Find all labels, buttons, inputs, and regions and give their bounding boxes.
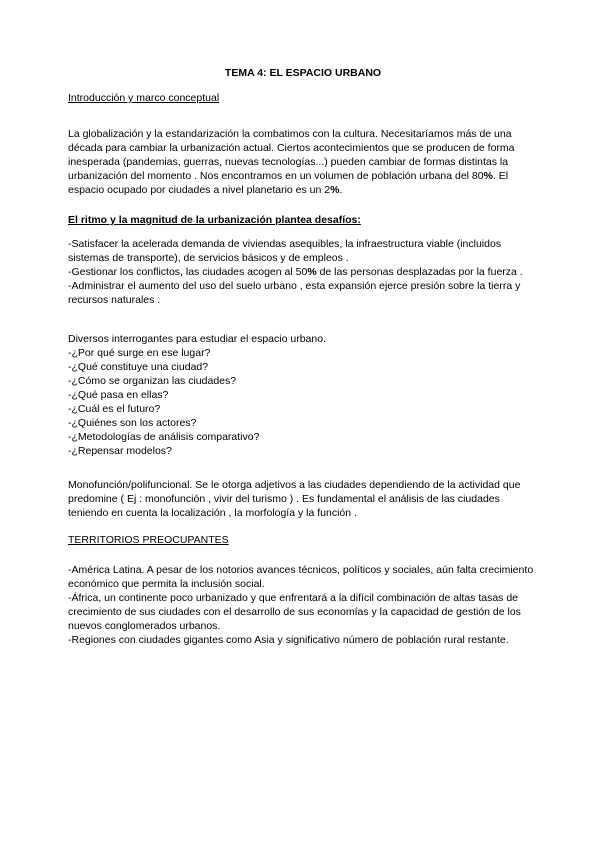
question-item: -¿Quiénes son los actores?	[68, 417, 197, 429]
text-segment: . El espacio ocupado por ciudades a nivel planetario es un 2	[68, 170, 509, 196]
questions-intro: Diversos interrogantes para estudiar el espacio urbano.	[68, 333, 326, 345]
question-item: -¿Cómo se organizan las ciudades?	[68, 375, 237, 387]
challenges-heading: El ritmo y la magnitud de la urbanización plantea desafíos:	[68, 214, 361, 226]
question-item: -¿Metodologías de análisis comparativo?	[68, 431, 260, 443]
text-segment: -Administrar el aumento del uso del suelo urbano , esta expansión ejerce presión sobre la tierra y recursos naturales .	[68, 280, 521, 306]
territory-item: -África, un continente poco urbanizado y que enfrentará a la difícil combinación de altas tasas de crecimiento de sus ciudades con el desarrollo de sus economías y la capacidad de gestión de los nuevos conglomerados urbanos.	[68, 592, 521, 632]
text-segment: de las personas desplazadas por la fuerza .	[316, 266, 523, 278]
territory-item: -Regiones con ciudades gigantes como Asia y significativo número de población rural restante.	[68, 634, 509, 646]
text-segment: La globalización y la estandarización la combatimos con la cultura. Necesitaríamos más de una década para cambiar la urbanización actual. Ciertos acontecimientos que se producen de forma inesperada (pandemias, guerras, nuevas tecnologías...) pueden cambiar de formas distintas la urbanización del momento . Nos encontramos en un volumen de población urbana del 80	[68, 128, 515, 182]
challenges-list	[68, 237, 538, 307]
questions-block	[68, 332, 538, 458]
challenge-item	[68, 237, 538, 265]
functions-paragraph: Monofunción/polifuncional. Se le otorga adjetivos a las ciudades dependiendo de la actividad que predomine ( Ej : monofunción , vivir del turismo ) . Es fundamental el análisis de las ciudades teniendo en cuenta la localización , la morfología y la función .	[68, 479, 521, 519]
challenge-item	[68, 279, 538, 307]
territory-item: -América Latina. A pesar de los notorios avances técnicos, políticos y sociales, aún falta crecimiento económico que permita la inclusión social.	[68, 564, 534, 590]
question-item: -¿Cuál es el futuro?	[68, 403, 161, 415]
bold-text-segment: %	[307, 266, 317, 278]
document-title: TEMA 4: EL ESPACIO URBANO	[224, 67, 382, 79]
question-item: -¿Qué constituye una ciudad?	[68, 361, 209, 373]
question-item: -¿Qué pasa en ellas?	[68, 389, 169, 401]
question-item: -¿Repensar modelos?	[68, 445, 172, 457]
text-segment: -Satisfacer la acelerada demanda de viviendas asequibles, la infraestructura viable (incluidos sistemas de transporte), de servicios básicos y de empleos .	[68, 238, 502, 264]
question-item: -¿Por qué surge en ese lugar?	[68, 347, 211, 359]
intro-paragraph	[68, 127, 538, 197]
territories-list	[68, 563, 538, 647]
bold-text-segment: %	[330, 184, 340, 196]
text-segment: -Gestionar los conflictos, las ciudades acogen al 50	[68, 266, 308, 278]
challenge-item	[68, 265, 538, 279]
territories-heading: TERRITORIOS PREOCUPANTES	[68, 534, 229, 546]
bold-text-segment: %	[483, 170, 493, 182]
text-segment: .	[339, 184, 343, 196]
intro-heading: Introducción y marco conceptual	[68, 92, 220, 104]
